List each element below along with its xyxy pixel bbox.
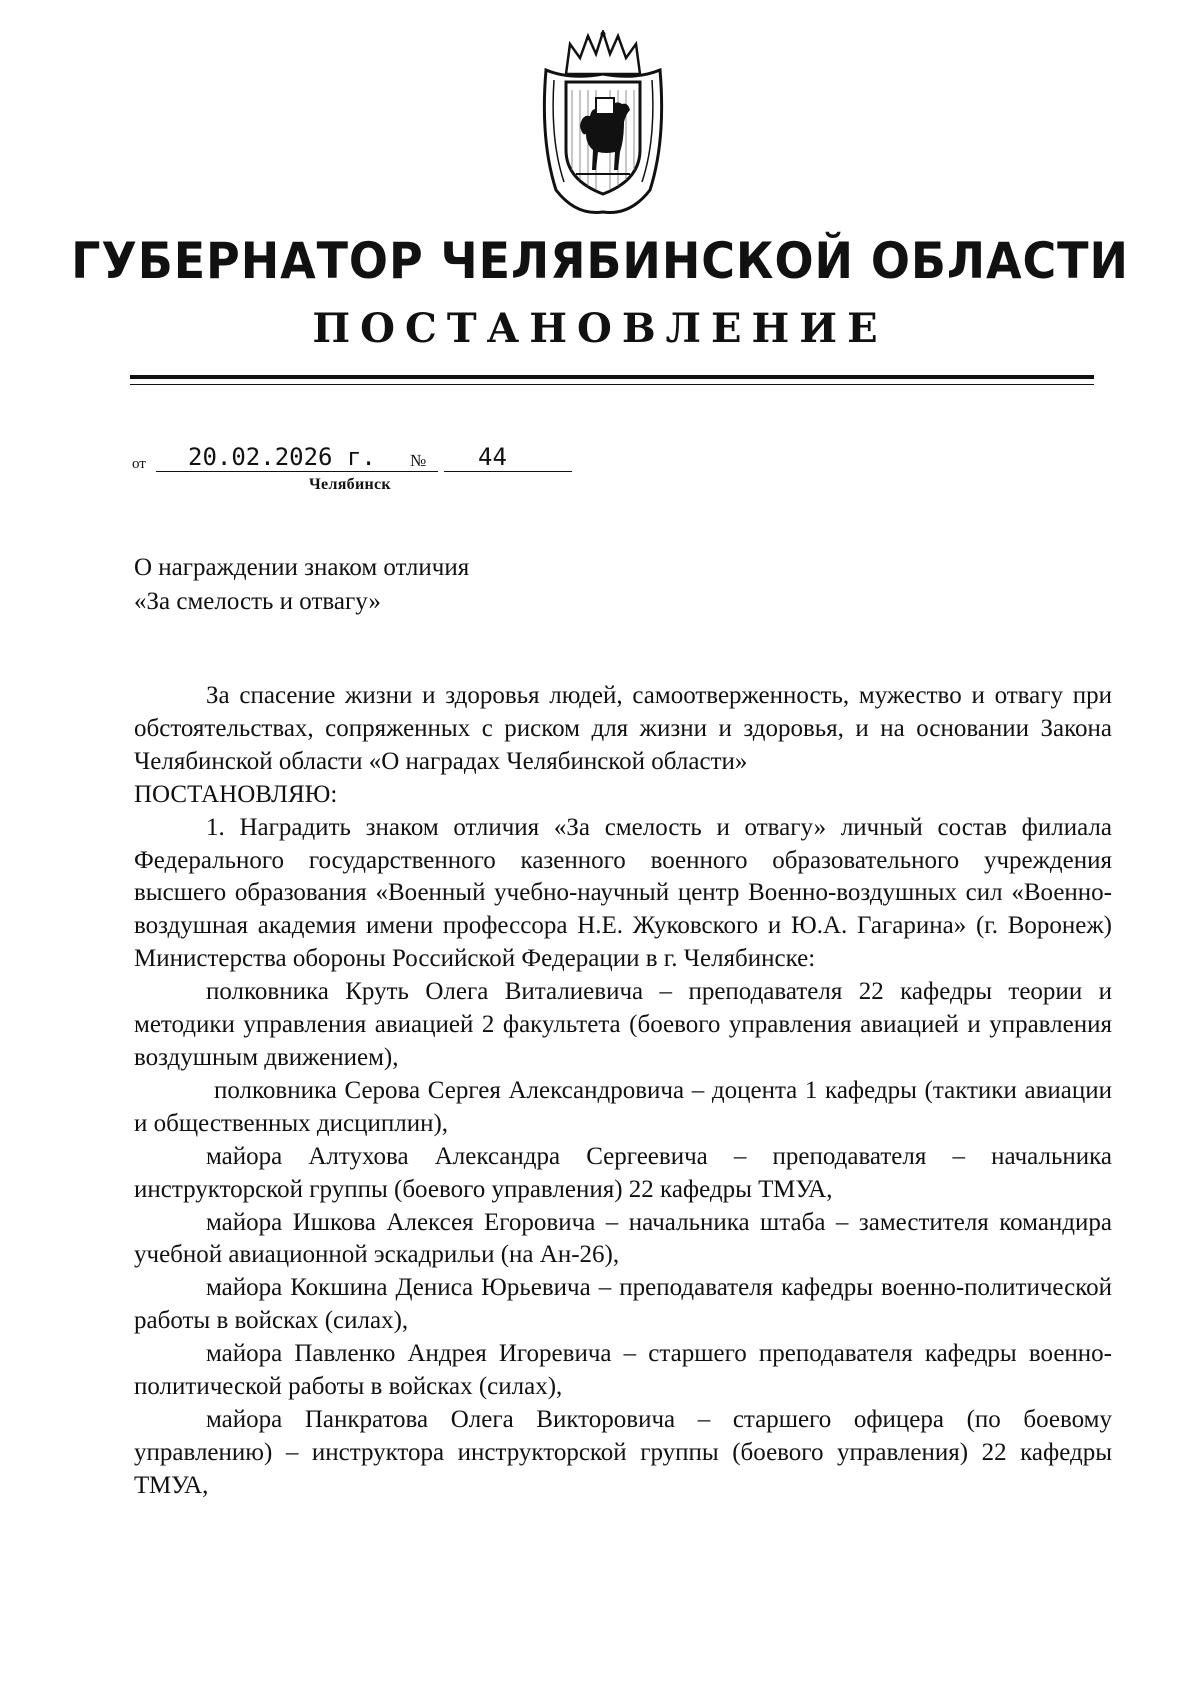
date-number-row	[132, 443, 572, 473]
date-prefix: от	[132, 456, 146, 472]
number-underline	[444, 471, 572, 472]
date-underline	[156, 471, 438, 472]
city-name: Челябинск	[309, 476, 391, 493]
subject-line-2: «За смелость и отвагу»	[134, 588, 381, 615]
decree-word: ПОСТАНОВЛЯЮ:	[134, 780, 338, 808]
header-rule-thick	[130, 375, 1094, 379]
awardee-paragraph: майора Ишкова Алексея Егоровича – начальника штаба – заместителя командира учебной авиационной эскадрильи (на Ан-26),	[134, 1208, 1112, 1269]
awardee-paragraph: майора Алтухова Александра Сергеевича – преподавателя – начальника инструкторской группы (боевого управления) 22 кафедры ТМУА,	[134, 1142, 1112, 1203]
number-sign: №	[410, 451, 427, 470]
coat-of-arms-icon	[536, 30, 670, 216]
document-type: ПОСТАНОВЛЕНИЕ	[312, 305, 888, 352]
awardee-paragraph: майора Кокшина Дениса Юрьевича – преподавателя кафедры военно-политической работы в войсках (силах),	[134, 1274, 1112, 1335]
document-subject	[134, 551, 469, 619]
item-1-paragraph: 1. Наградить знаком отличия «За смелость и отвагу» личный состав филиала Федерального государственного казенного военного образовательного учреждения высшего образования «Военный учебно-научный центр Военно-воздушных сил «Военно-воздушная академия имени профессора Н.Е. Жуковского и Ю.А. Гагарина» (г. Воронеж) Министерства обороны Российской Федерации в г. Челябинске:	[134, 813, 1112, 973]
awardee-paragraph: полковника Серова Сергея Александровича – доцента 1 кафедры (тактики авиации и общественных дисциплин),	[134, 1076, 1112, 1137]
awardee-paragraph: майора Павленко Андрея Игоревича – старшего преподавателя кафедры военно-политической работы в войсках (силах),	[134, 1340, 1112, 1401]
document-date: 20.02.2026 г.	[188, 443, 376, 471]
awardee-paragraph: майора Панкратова Олега Викторовича – старшего офицера (по боевому управлению) – инструктора инструкторской группы (боевого управления) 22 кафедры ТМУА,	[134, 1405, 1112, 1499]
document-number: 44	[478, 443, 507, 471]
subject-line-1: О награждении знаком отличия	[134, 554, 470, 581]
header-rule-thin	[130, 384, 1094, 385]
awardee-paragraph: полковника Круть Олега Виталиевича – преподавателя 22 кафедры теории и методики управления авиацией 2 факультета (боевого управления авиацией и управления воздушным движением),	[134, 978, 1112, 1071]
document-body	[134, 680, 1112, 1503]
governor-title: ГУБЕРНАТОР ЧЕЛЯБИНСКОЙ ОБЛАСТИ	[71, 232, 1129, 290]
intro-paragraph: За спасение жизни и здоровья людей, самоотверженность, мужество и отвагу при обстоятельствах, сопряженных с риском для жизни и здоровья, и на основании Закона Челябинской области «О наградах Челябинской области»	[134, 682, 1112, 775]
